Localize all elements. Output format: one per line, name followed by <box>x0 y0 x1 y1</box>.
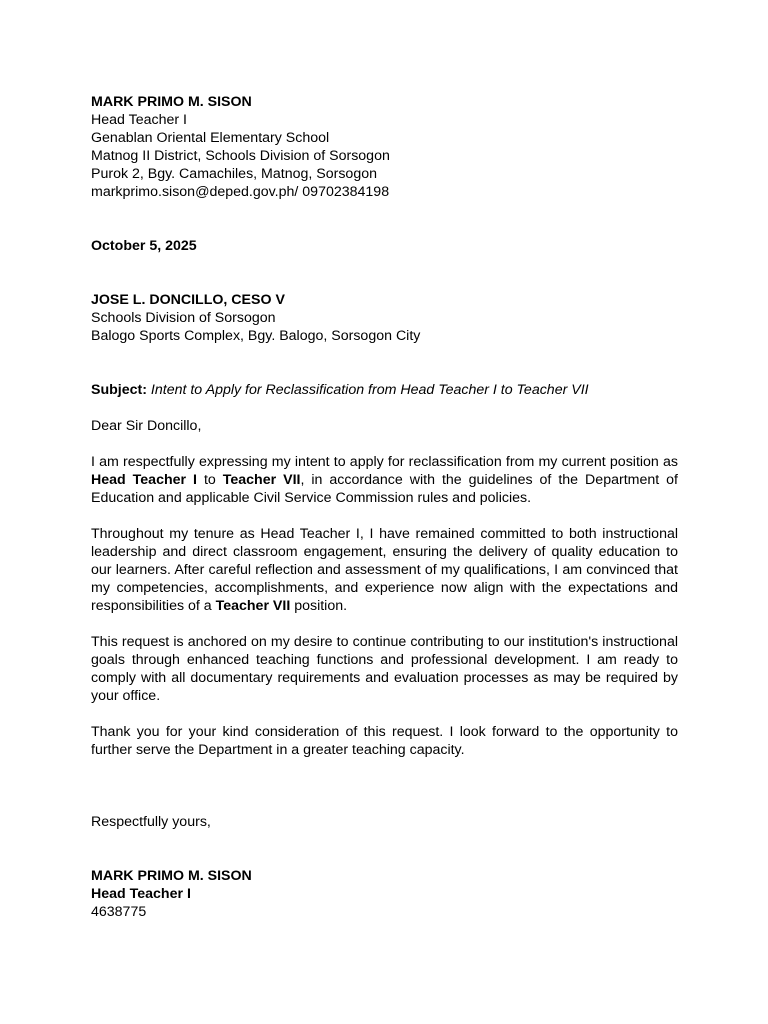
closing: Respectfully yours, <box>91 814 211 830</box>
paragraph-text: position. <box>290 598 348 614</box>
spacer <box>91 705 678 723</box>
spacer <box>91 507 678 525</box>
sender-block <box>91 93 678 201</box>
body-paragraph-4: Thank you for your kind consideration of this request. I look forward to the opportunity to further serve the Department in a greater teaching capacity. <box>91 724 678 758</box>
sender-contact: markprimo.sison@deped.gov.ph/ 09702384198 <box>91 184 390 200</box>
signature-position: Head Teacher I <box>91 886 191 902</box>
spacer <box>91 399 678 417</box>
letter-date: October 5, 2025 <box>91 238 197 254</box>
spacer <box>91 201 678 237</box>
salutation: Dear Sir Doncillo, <box>91 418 202 434</box>
body-paragraph-3: This request is anchored on my desire to continue contributing to our institution's instructional goals through enhanced teaching functions and professional development. I am ready to comply with all documentary requirements and evaluation processes as may be required by your office. <box>91 634 678 704</box>
signature-block <box>91 867 678 921</box>
body-paragraph-2 <box>91 525 678 615</box>
signature-name: MARK PRIMO M. SISON <box>91 868 252 884</box>
sender-name: MARK PRIMO M. SISON <box>91 94 252 110</box>
body-paragraph-1 <box>91 453 678 507</box>
paragraph-text: Throughout my tenure as Head Teacher I, I have remained committed to both instructional leadership and direct classroom engagement, ensuring the delivery of quality education to our learners. After careful reflection and assessment of my qualifications, I am convinced that my competencies, accomplishments, and experience now align with the expectations and responsibilities of a <box>91 526 678 614</box>
spacer <box>91 345 678 381</box>
subject-label: Subject: <box>91 382 147 398</box>
spacer <box>91 831 678 867</box>
recipient-address: Balogo Sports Complex, Bgy. Balogo, Sorsogon City <box>91 328 421 344</box>
emphasis-current-position: Head Teacher I <box>91 472 197 488</box>
sender-district: Matnog II District, Schools Division of Sorsogon <box>91 148 390 164</box>
recipient-office: Schools Division of Sorsogon <box>91 310 276 326</box>
emphasis-target-position: Teacher VII <box>222 472 301 488</box>
paragraph-text: to <box>196 472 223 488</box>
spacer <box>91 435 678 453</box>
letter <box>91 93 678 921</box>
spacer <box>91 759 678 813</box>
recipient-block <box>91 291 678 345</box>
subject-text: Intent to Apply for Reclassification from Head Teacher I to Teacher VII <box>150 382 589 398</box>
recipient-name: JOSE L. DONCILLO, CESO V <box>91 292 285 308</box>
spacer <box>91 255 678 291</box>
sender-position: Head Teacher I <box>91 112 187 128</box>
paragraph-text: , in accordance with the guidelines of the Department of Education and applicable Civil Service Commission rules and policies. <box>91 472 678 506</box>
subject-line <box>91 381 678 399</box>
emphasis-target-position: Teacher VII <box>215 598 291 614</box>
sender-school: Genablan Oriental Elementary School <box>91 130 330 146</box>
spacer <box>91 615 678 633</box>
paragraph-text: I am respectfully expressing my intent to apply for reclassification from my current position as <box>91 454 678 470</box>
employee-number: 4638775 <box>91 904 147 920</box>
sender-address: Purok 2, Bgy. Camachiles, Matnog, Sorsogon <box>91 166 377 182</box>
